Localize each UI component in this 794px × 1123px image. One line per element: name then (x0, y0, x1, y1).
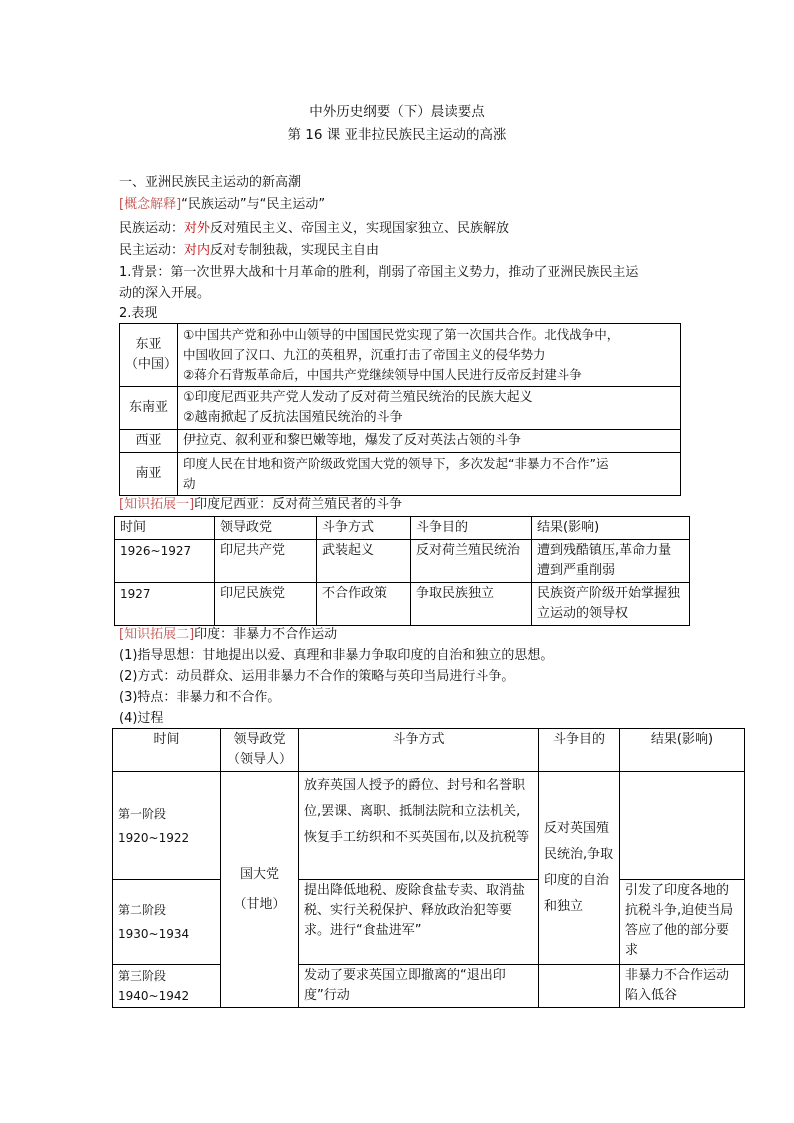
text: 印度：非暴力不合作运动 (194, 627, 338, 642)
region-cell: 东亚（中国） (120, 324, 178, 387)
table-header-row (115, 517, 690, 540)
header-cell: 领导政党 (215, 517, 317, 540)
cell-method: 武装起义 (317, 540, 411, 583)
cell-time: 1927 (115, 583, 215, 626)
cell-party: 国大党 （甘地） (221, 772, 299, 1008)
india-table (112, 728, 745, 1008)
header-cell: 结果(影响) (532, 517, 690, 540)
cell-party: 印尼共产党 (215, 540, 317, 583)
lesson-title: 第 16 课 亚非拉民族民主运动的高涨 (287, 127, 507, 143)
method-text: (2)方式：动员群众、运用非暴力不合作的策略与英印当局进行斗争。 (119, 669, 515, 684)
text: 印度尼西亚：反对荷兰殖民者的斗争 (194, 497, 403, 512)
concept-explanation (119, 196, 325, 214)
cell-result (620, 772, 745, 880)
table-row (113, 965, 745, 1008)
region-table (119, 323, 681, 496)
region-cell: 东南亚 (120, 387, 178, 430)
highlight: 对内 (184, 243, 211, 258)
header-cell: 领导政党（领导人） (221, 729, 299, 772)
header-cell: 时间 (115, 517, 215, 540)
guiding-ideology: (1)指导思想：甘地提出以爱、真理和非暴力争取印度的自治和独立的思想。 (119, 648, 554, 663)
label: 民族运动： (119, 221, 185, 236)
extension-one-title (119, 496, 402, 514)
header-cell: 斗争方式 (317, 517, 411, 540)
region-cell: 西亚 (120, 430, 178, 453)
cell-method: 放弃英国人授予的爵位、封号和名誉职位,罢课、离职、抵制法院和立法机关,恢复手工纺织和不买英国布,以及抗税等 (299, 772, 539, 880)
section-heading: 一、亚洲民族民主运动的新高潮 (119, 175, 302, 190)
democratic-movement-definition (119, 242, 379, 260)
label: 民主运动： (119, 243, 185, 258)
table-row (120, 387, 681, 430)
cell-time: 第三阶段 1940~1942 (113, 965, 221, 1008)
cell-party: 印尼民族党 (215, 583, 317, 626)
header-cell: 结果(影响) (620, 729, 745, 772)
performance-heading: 2.表现 (119, 306, 158, 321)
region-content: 印度人民在甘地和资产阶级政党国大党的领导下，多次发起“非暴力不合作”运 动 (178, 453, 681, 496)
highlight: 对外 (184, 221, 211, 236)
table-row (120, 324, 681, 387)
table-row (115, 540, 690, 583)
extension-two-title (119, 626, 337, 644)
cell-time: 1926~1927 (115, 540, 215, 583)
table-row (113, 772, 745, 880)
text: 反对专制独裁，实现民主自由 (210, 243, 380, 258)
cell-goal: 反对英国殖民统治,争取印度的自治和独立 (539, 772, 620, 965)
cell-goal-empty (539, 965, 620, 1008)
cell-result: 引发了印度各地的抗税斗争,迫使当局答应了他的部分要求 (620, 880, 745, 965)
cell-result: 非暴力不合作运动陷入低谷 (620, 965, 745, 1008)
table-row (113, 880, 745, 965)
process-heading: (4)过程 (119, 711, 164, 726)
cell-method: 不合作政策 (317, 583, 411, 626)
tag: [知识拓展二] (119, 627, 195, 642)
cell-goal: 争取民族独立 (411, 583, 532, 626)
region-content: ①印度尼西亚共产党人发动了反对荷兰殖民统治的民族大起义 ②越南掀起了反抗法国殖民统治的斗争 (178, 387, 681, 430)
table-header-row (113, 729, 745, 772)
table-row (120, 453, 681, 496)
cell-method: 提出降低地税、废除食盐专卖、取消盐税、实行关税保护、释放政治犯等要求。进行“食盐进军” (299, 880, 539, 965)
background-line-1: 1.背景：第一次世界大战和十月革命的胜利，削弱了帝国主义势力，推动了亚洲民族民主运 (119, 265, 639, 280)
cell-time: 第一阶段 1920~1922 (113, 772, 221, 880)
cell-result: 民族资产阶级开始掌握独立运动的领导权 (532, 583, 690, 626)
region-content: 伊拉克、叙利亚和黎巴嫩等地，爆发了反对英法占领的斗争 (178, 430, 681, 453)
page-title: 中外历史纲要（下）晨读要点 (309, 104, 485, 120)
background-line-2: 动的深入开展。 (119, 286, 211, 301)
tag: [知识拓展一] (119, 497, 195, 512)
table-row (115, 583, 690, 626)
region-content: ①中国共产党和孙中山领导的中国国民党实现了第一次国共合作。北伐战争中， 中国收回了汉口、九江的英租界，沉重打击了帝国主义的侵华势力 ②蒋介石背叛革命后，中国共产党继续领导中国人民进行反帝反封建斗争 (178, 324, 681, 387)
header-cell: 斗争方式 (299, 729, 539, 772)
text: 反对殖民主义、帝国主义，实现国家独立、民族解放 (210, 221, 510, 236)
header-cell: 斗争目的 (539, 729, 620, 772)
national-movement-definition (119, 220, 509, 238)
features-text: (3)特点：非暴力和不合作。 (119, 690, 281, 705)
indonesia-table (114, 516, 690, 626)
header-cell: 时间 (113, 729, 221, 772)
cell-goal: 反对荷兰殖民统治 (411, 540, 532, 583)
region-cell: 南亚 (120, 453, 178, 496)
concept-text: “民族运动”与“民主运动” (181, 197, 326, 212)
cell-result: 遭到残酷镇压,革命力量遭到严重削弱 (532, 540, 690, 583)
cell-method: 发动了要求英国立即撤离的“退出印度”行动 (299, 965, 539, 1008)
table-row (120, 430, 681, 453)
header-cell: 斗争目的 (411, 517, 532, 540)
cell-time: 第二阶段 1930~1934 (113, 880, 221, 965)
concept-tag: [概念解释] (119, 197, 182, 212)
